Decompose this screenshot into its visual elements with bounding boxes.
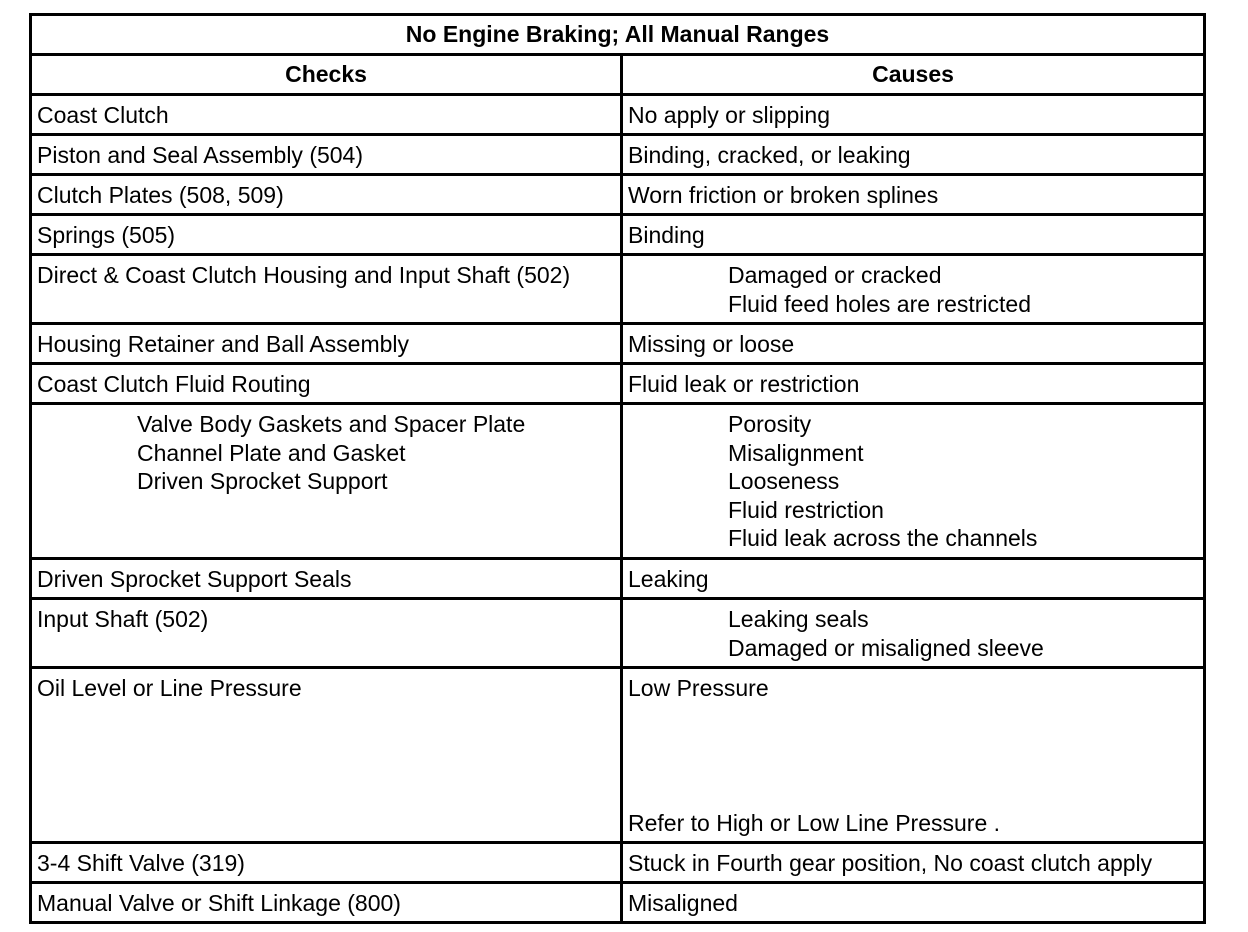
cause-cell: [622, 364, 1205, 404]
check-cell: [31, 364, 622, 404]
cause-text: Fluid feed holes are restricted: [728, 290, 1031, 317]
table-row: [31, 255, 1205, 324]
check-cell: [31, 324, 622, 364]
table-row: [31, 559, 1205, 599]
diagnosis-table: [29, 13, 1206, 924]
table-row: [31, 883, 1205, 923]
cause-cell: [622, 324, 1205, 364]
check-text: Driven Sprocket Support Seals: [37, 566, 352, 592]
cause-cell: [622, 559, 1205, 599]
cause-cell: [622, 668, 1205, 843]
check-text: Direct & Coast Clutch Housing and Input Shaft (502): [37, 262, 571, 288]
cause-text: Fluid restriction: [728, 496, 884, 523]
table-row: [31, 215, 1205, 255]
cell-spacer: [628, 703, 1203, 809]
table-row: [31, 175, 1205, 215]
cause-cell: [622, 135, 1205, 175]
cause-text: Leaking: [628, 566, 709, 592]
check-text: Coast Clutch Fluid Routing: [37, 371, 311, 397]
check-cell: [31, 559, 622, 599]
check-cell: [31, 215, 622, 255]
table-row: [31, 324, 1205, 364]
check-text: Housing Retainer and Ball Assembly: [37, 331, 410, 357]
cause-text: Leaking seals: [728, 606, 869, 632]
check-cell: [31, 404, 622, 559]
cause-text: Damaged or misaligned sleeve: [728, 634, 1044, 661]
table-row: [31, 364, 1205, 404]
cause-cell: [622, 843, 1205, 883]
check-text: Valve Body Gaskets and Spacer Plate: [137, 411, 526, 437]
check-text: Clutch Plates (508, 509): [37, 182, 284, 208]
cause-text: Binding, cracked, or leaking: [628, 142, 911, 168]
check-cell: [31, 255, 622, 324]
cause-text: No apply or slipping: [628, 102, 831, 128]
cause-cell: [622, 404, 1205, 559]
cause-text: Fluid leak across the channels: [728, 525, 1038, 552]
cause-text: Binding: [628, 222, 705, 248]
check-text: Manual Valve or Shift Linkage (800): [37, 890, 401, 916]
cause-text: Worn friction or broken splines: [628, 182, 939, 208]
cause-text: Missing or loose: [628, 331, 795, 357]
check-cell: [31, 95, 622, 135]
table-row: [31, 668, 1205, 843]
check-text: Driven Sprocket Support: [137, 468, 388, 495]
cause-cell: [622, 95, 1205, 135]
cause-cell: [622, 883, 1205, 923]
check-text: Coast Clutch: [37, 102, 169, 128]
cause-text: Looseness: [728, 468, 840, 495]
check-cell: [31, 599, 622, 668]
check-cell: [31, 175, 622, 215]
check-text: Oil Level or Line Pressure: [37, 675, 302, 701]
cause-text: Low Pressure: [628, 675, 769, 701]
check-cell: [31, 883, 622, 923]
check-text: Channel Plate and Gasket: [137, 439, 406, 466]
cause-text: Porosity: [728, 411, 812, 437]
cause-text: Fluid leak or restriction: [628, 371, 860, 397]
cause-cell: [622, 175, 1205, 215]
cause-cell: [622, 599, 1205, 668]
cause-text: Refer to High or Low Line Pressure .: [628, 809, 1001, 836]
cause-text: Misalignment: [728, 439, 864, 466]
cause-text: Damaged or cracked: [728, 262, 942, 288]
column-header-checks: Checks: [31, 55, 622, 95]
check-cell: [31, 135, 622, 175]
cause-text: Misaligned: [628, 890, 738, 916]
table-row: [31, 135, 1205, 175]
cause-text: Stuck in Fourth gear position, No coast clutch apply: [628, 850, 1153, 876]
table-row: [31, 599, 1205, 668]
table-row: [31, 843, 1205, 883]
check-cell: [31, 668, 622, 843]
check-text: Input Shaft (502): [37, 606, 209, 632]
cause-cell: [622, 255, 1205, 324]
check-cell: [31, 843, 622, 883]
check-text: Springs (505): [37, 222, 176, 248]
check-text: 3-4 Shift Valve (319): [37, 850, 245, 876]
column-header-causes: Causes: [622, 55, 1205, 95]
table-row: [31, 404, 1205, 559]
cause-cell: [622, 215, 1205, 255]
table-row: [31, 95, 1205, 135]
check-text: Piston and Seal Assembly (504): [37, 142, 364, 168]
table-title: No Engine Braking; All Manual Ranges: [31, 15, 1205, 55]
